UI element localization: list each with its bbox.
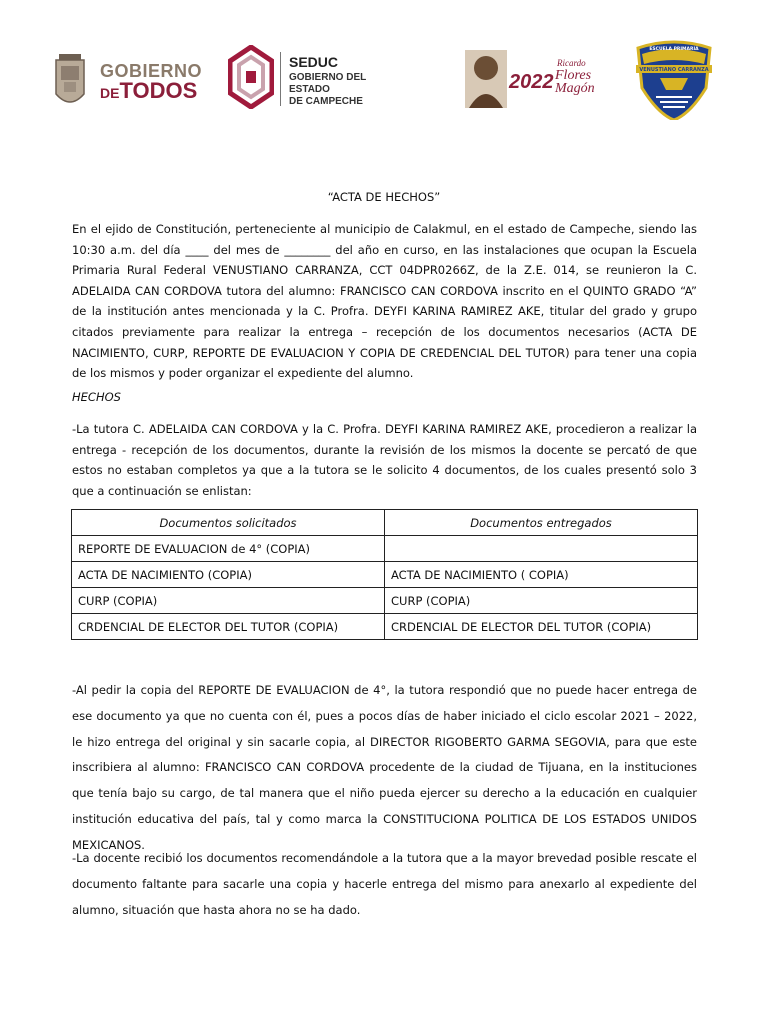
table-cell xyxy=(385,536,698,562)
school-badge-icon xyxy=(630,38,718,120)
rfm-year: 2022 xyxy=(509,71,554,93)
seduc-divider xyxy=(280,52,281,106)
seduc-logo-text: SEDUC GOBIERNO DEL ESTADO DE CAMPECHE xyxy=(289,54,367,107)
badge-name-text: VENUSTIANO CARRANZA xyxy=(639,67,709,73)
table-cell: REPORTE DE EVALUACION de 4° (COPIA) xyxy=(72,536,385,562)
table-row xyxy=(72,562,698,588)
hechos-heading: HECHOS xyxy=(72,390,121,404)
documents-table xyxy=(71,509,698,640)
table-row xyxy=(72,588,698,614)
table-row xyxy=(72,614,698,640)
document-title: “ACTA DE HECHOS” xyxy=(327,190,441,204)
hechos-paragraph-1: -La tutora C. ADELAIDA CAN CORDOVA y la C. Profra. DEYFI KARINA RAMIREZ AKE, procedieron a realizar la entrega - recepción de los documentos, durante la revisión de los mismos la docente se percató de que estos no estaban completos ya que a la tutora se le solicito 4 documentos, de los cuales presentó solo 3 que a continuación se enlistan: xyxy=(72,422,697,498)
table-cell: CRDENCIAL DE ELECTOR DEL TUTOR (COPIA) xyxy=(72,614,385,640)
hechos-paragraph-3: -La docente recibió los documentos recomendándole a la tutora que a la mayor brevedad posible rescate el documento faltante para sacarle una copia y hacerle entrega del mismo para anexarlo al expediente del alumno, situación que hasta ahora no se ha dado. xyxy=(72,851,697,917)
rfm-name-2: Flores xyxy=(555,68,592,83)
gobierno-de-todos-logo: GOBIERNO DETODOS xyxy=(100,61,203,103)
badge-top-text: ESCUELA PRIMARIA xyxy=(649,47,699,52)
document-header xyxy=(0,38,768,118)
rfm-name-3: Magón xyxy=(555,81,595,96)
ricardo-flores-magon-2022-logo xyxy=(465,46,605,112)
intro-paragraph: En el ejido de Constitución, perteneciente al municipio de Calakmul, en el estado de Campeche, siendo las 10:30 a.m. del día ____ del mes de ________ del año en curso, en las instalaciones que ocupan la Escuela Primaria Rural Federal VENUSTIANO CARRANZA, CCT 04DPR0266Z, de la Z.E. 014, se reunieron la C. ADELAIDA CAN CORDOVA tutora del alumno: FRANCISCO CAN CORDOVA inscrito en el QUINTO GRADO “A” de la institución antes mencionada y la C. Profra. DEYFI KARINA RAMIREZ AKE, titular del grado y grupo citados previamente para realizar la entrega – recepción de los documentos necesarios (ACTA DE NACIMIENTO, CURP, REPORTE DE EVALUACION Y COPIA DE CREDENCIAL DEL TUTOR) para tener una copia de los mismos y poder organizar el expediente del alumno. xyxy=(72,222,697,381)
table-header-delivered: Documentos entregados xyxy=(385,510,698,536)
table-header-requested: Documentos solicitados xyxy=(72,510,385,536)
table-cell: CURP (COPIA) xyxy=(385,588,698,614)
table-cell: ACTA DE NACIMIENTO (COPIA) xyxy=(72,562,385,588)
seduc-logo-icon xyxy=(228,45,274,109)
table-cell: ACTA DE NACIMIENTO ( COPIA) xyxy=(385,562,698,588)
coat-of-arms-icon xyxy=(52,54,88,112)
table-cell: CURP (COPIA) xyxy=(72,588,385,614)
table-row xyxy=(72,536,698,562)
hechos-paragraph-2: -Al pedir la copia del REPORTE DE EVALUACION de 4°, la tutora respondió que no puede hacer entrega de ese documento ya que no cuenta con él, pues a pocos días de haber iniciado el ciclo escolar 2021 – 2022, le hizo entrega del original y sin sacarle copia, al DIRECTOR RIGOBERTO GARMA SEGOVIA, para que este inscribiera al alumno: FRANCISCO CAN CORDOVA procedente de la ciudad de Tijuana, en la instituciones que tenía bajo su cargo, de tal manera que el niño pueda ejercer su derecho a la educación en cualquier institución educativa del país, tal y como marca la CONSTITUCIONA POLITICA DE LOS ESTADOS UNIDOS MEXICANOS. xyxy=(72,683,697,852)
table-cell: CRDENCIAL DE ELECTOR DEL TUTOR (COPIA) xyxy=(385,614,698,640)
rfm-name-1: Ricardo xyxy=(557,58,586,68)
table-header-row xyxy=(72,510,698,536)
